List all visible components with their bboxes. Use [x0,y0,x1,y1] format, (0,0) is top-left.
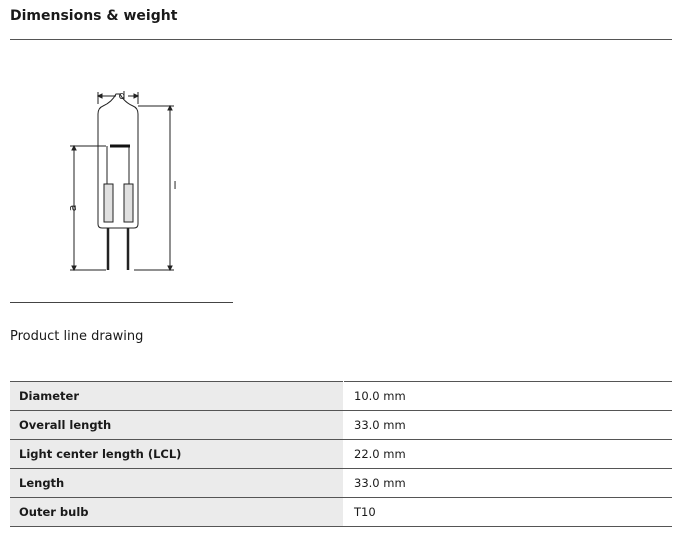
table-row [10,382,672,411]
spec-label-length: Length [10,469,344,498]
table-row [10,498,672,527]
table-row [10,440,672,469]
title-divider [10,39,672,40]
spec-value-outer-bulb: T10 [344,498,673,527]
caption-divider [10,302,233,303]
spec-label-light-center-length: Light center length (LCL) [10,440,344,469]
table-row [10,411,672,440]
table-row [10,469,672,498]
drawing-caption: Product line drawing [10,329,144,344]
spec-value-diameter: 10.0 mm [344,382,673,411]
product-line-drawing [62,84,182,276]
right-support-plate [124,184,133,222]
section-title: Dimensions & weight [10,8,178,24]
spec-label-outer-bulb: Outer bulb [10,498,344,527]
spec-label-diameter: Diameter [10,382,344,411]
spec-value-length: 33.0 mm [344,469,673,498]
spec-value-overall-length: 33.0 mm [344,411,673,440]
left-support-plate [104,184,113,222]
dimensions-table [10,381,672,527]
spec-value-light-center-length: 22.0 mm [344,440,673,469]
diameter-dimension-label: d [118,89,126,102]
overall-length-dimension-label: l [173,179,177,192]
light-center-length-dimension-label: a [66,204,79,212]
spec-label-overall-length: Overall length [10,411,344,440]
filament-leads [107,146,129,184]
